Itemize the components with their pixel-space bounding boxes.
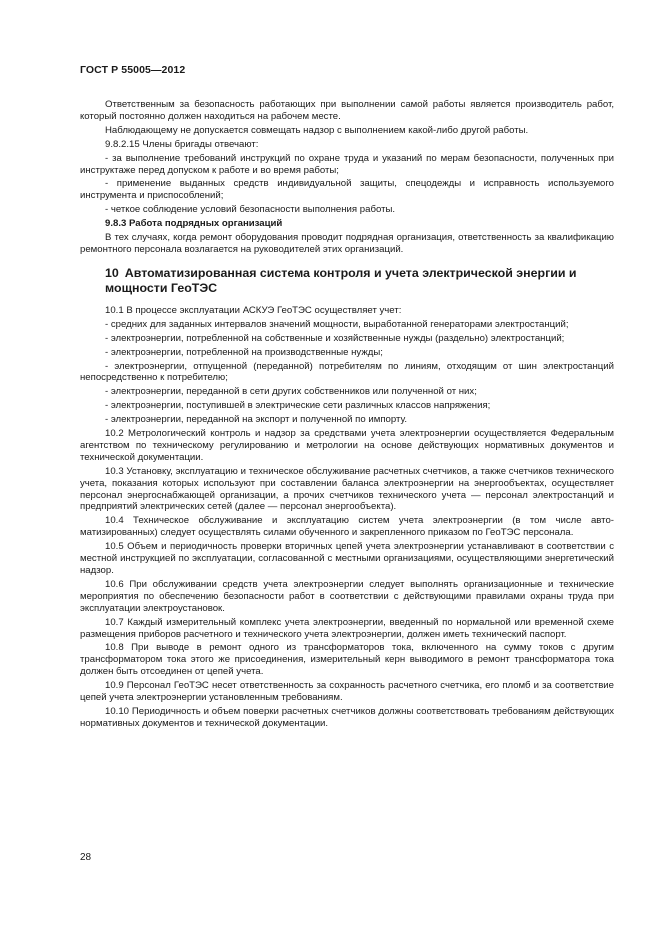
page-number: 28 <box>80 852 92 863</box>
paragraph: В тех случаях, когда ремонт оборудования проводит подрядная организация, ответственность за квалификацию ремонтного персонала возлагается на руководителей этих организаций. <box>80 232 614 255</box>
paragraph: 10.7 Каждый измерительный комплекс учета электроэнергии, введенный по нормальной или временной схеме размещения приборов расчетного и технического учета электроэнергии, должен иметь технический паспорт. <box>80 616 614 640</box>
paragraph: 10.3 Установку, эксплуатацию и техническое обслуживание расчетных счетчиков, а также счетчиков технического учета, показания которых используют при составлении баланса электроэнергии на энергообъектах, осуществляет персонал энергоснабжающей организации, а прочих счетчиков технического учета — персонал электростанций и предприятий электрических сетей (далее — персонал энергообъекта). <box>80 465 614 513</box>
paragraph: - четкое соблюдение условий безопасности выполнения работы. <box>105 204 396 216</box>
paragraph: - применение выданных средств индивидуальной защиты, спецодежды и исправность используемого инструмента и приспособлений; <box>80 178 614 202</box>
paragraph: 10.4 Техническое обслуживание и эксплуатацию систем учета электроэнергии (в том числе автоматизированных) следует осуществлять силами обученного и закрепленного приказом по ГеоТЭС персонала. <box>80 515 614 539</box>
paragraph: - электроэнергии, отпущенной (переданной) потребителям по линиям, отходящим от шин электростанций непосредственно к потребителю; <box>80 360 614 384</box>
paragraph: Ответственным за безопасность работающих при выполнении самой работы является производитель работ, который постоянно должен находиться на рабочем месте. <box>80 99 614 122</box>
paragraph: 10.10 Периодичность и объем поверки расчетных счетчиков должны соответствовать требованиям действующих нормативных документов и технической документации. <box>80 705 614 729</box>
section-title: Автоматизированная система контроля и учета электрической энергии и мощности ГеоТЭС <box>105 265 577 295</box>
paragraph: 10.8 При выводе в ремонт одного из трансформаторов тока, включенного на сумму токов с другим трансформатором тока этого же присоединения, измерительный керн выводимого в ремонт трансформатора тока должен быть отсоединен от цепей учета. <box>80 642 614 678</box>
paragraph: 10.5 Объем и периодичность проверки вторичных цепей учета электроэнергии устанавливают в соответствии с местной инструкцией по эксплуатации, согласованной с местными организациями, осуществляющими энергетический надзор. <box>80 541 614 576</box>
paragraph: 10.2 Метрологический контроль и надзор за средствами учета электроэнергии осуществляется Федеральным агентством по техническому регулированию и метрологии на основе действующих нормативных документов и технической документации. <box>80 428 614 463</box>
section-number: 10 <box>105 265 119 280</box>
paragraph: 10.9 Персонал ГеоТЭС несет ответственность за сохранность расчетного счетчика, его пломб и за соответствие цепей учета электроэнергии установленным требованиям. <box>80 680 614 704</box>
paragraph: - электроэнергии, поступившей в электрические сети различных классов напряжения; <box>105 400 491 412</box>
paragraph: - электроэнергии, потребленной на собственные и хозяйственные нужды (раздельно) электростанций; <box>105 332 565 344</box>
paragraph: - электроэнергии, переданной на экспорт и полученной по импорту. <box>105 414 407 426</box>
section-10-body <box>80 305 614 730</box>
paragraph: - средних для заданных интервалов значений мощности, выработанной генераторами электростанций; <box>105 318 569 330</box>
paragraph: - электроэнергии, потребленной на производственные нужды; <box>105 346 383 358</box>
paragraph: - электроэнергии, переданной в сети других собственников или полученной от них; <box>105 386 477 398</box>
paragraph: - за выполнение требований инструкций по охране труда и указаний по мерам безопасности, полученных при инструктаже перед допуском к работе и во время работы; <box>80 152 614 176</box>
paragraph: 10.1 В процессе эксплуатации АСКУЭ ГеоТЭС осуществляет учет: <box>105 304 402 316</box>
paragraph: 9.8.2.15 Члены бригады отвечают: <box>105 138 259 150</box>
section-9-tail <box>80 99 614 256</box>
standard-header: ГОСТ Р 55005—2012 <box>80 64 186 76</box>
subsection-heading: 9.8.3 Работа подрядных организаций <box>105 218 283 230</box>
document-body <box>80 99 614 732</box>
paragraph: Наблюдающему не допускается совмещать надзор с выполнением какой-либо другой работы. <box>105 124 529 136</box>
paragraph: 10.6 При обслуживании средств учета электроэнергии следует выполнять организационные и технические мероприятия по обеспечению безопасности работ в соответствии с действующими правилами охраны труда при эксплуатации электроустановок. <box>80 578 614 614</box>
section-10-heading <box>80 266 614 296</box>
